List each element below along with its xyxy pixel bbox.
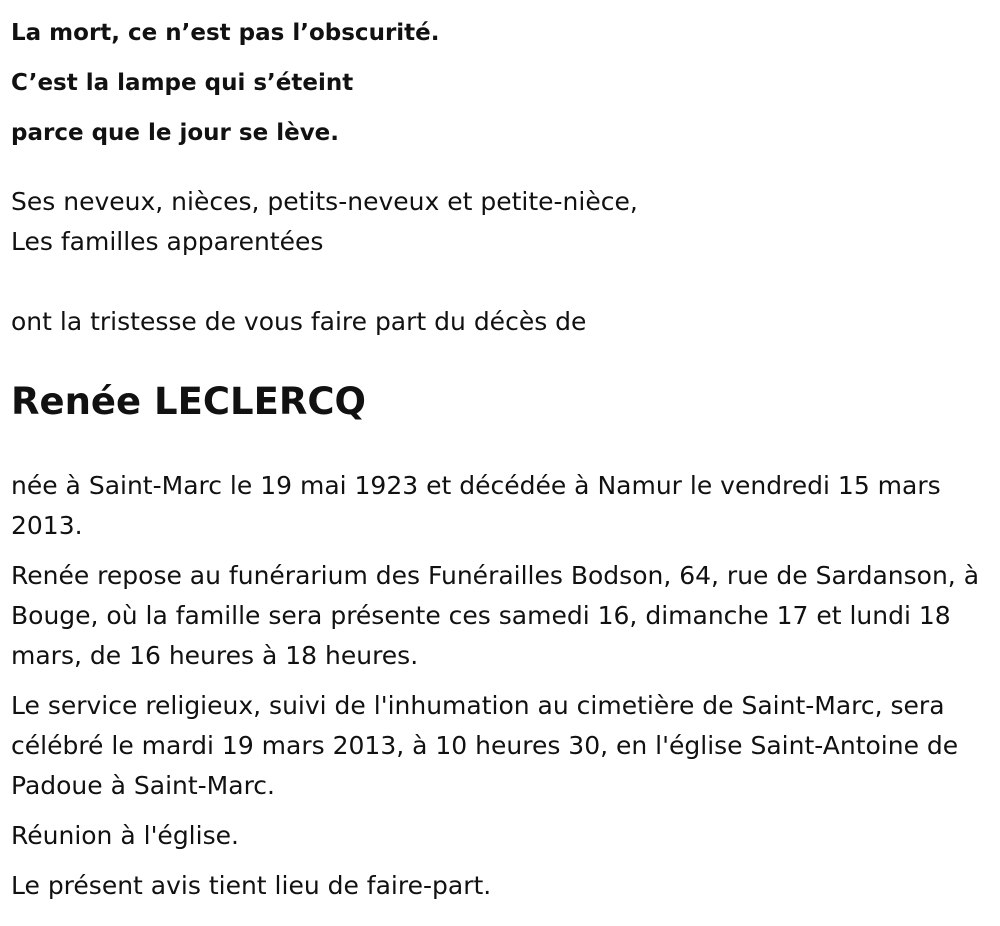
service-paragraph: Le service religieux, suivi de l'inhumation au cimetière de Saint-Marc, sera célébré le mardi 19 mars 2013, à 10 heures 30, en l'église Saint-Antoine de Padoue à Saint-Marc. [11,691,959,800]
announcers-line-2: Les familles apparentées [11,227,324,256]
announcers-block [11,182,989,262]
poem-line-3: parce que le jour se lève. [11,120,340,146]
details-block [11,466,989,906]
poem-block [11,8,989,158]
poem-line-2: C’est la lampe qui s’éteint [11,70,354,96]
poem-line-1: La mort, ce n’est pas l’obscurité. [11,20,440,46]
visitation-paragraph: Renée repose au funérarium des Funérailles Bodson, 64, rue de Sardanson, à Bouge, où la famille sera présente ces samedi 16, dimanche 17 et lundi 18 mars, de 16 heures à 18 heures. [11,561,980,670]
birth-death-paragraph: née à Saint-Marc le 19 mai 1923 et décédée à Namur le vendredi 15 mars 2013. [11,471,941,540]
intro-text: ont la tristesse de vous faire part du décès de [11,307,587,336]
announcers-line-1: Ses neveux, nièces, petits-neveux et petite-nièce, [11,187,638,216]
deceased-name: Renée LECLERCQ [11,380,366,423]
notice-paragraph: Le présent avis tient lieu de faire-part. [11,871,492,900]
gathering-paragraph: Réunion à l'église. [11,821,239,850]
